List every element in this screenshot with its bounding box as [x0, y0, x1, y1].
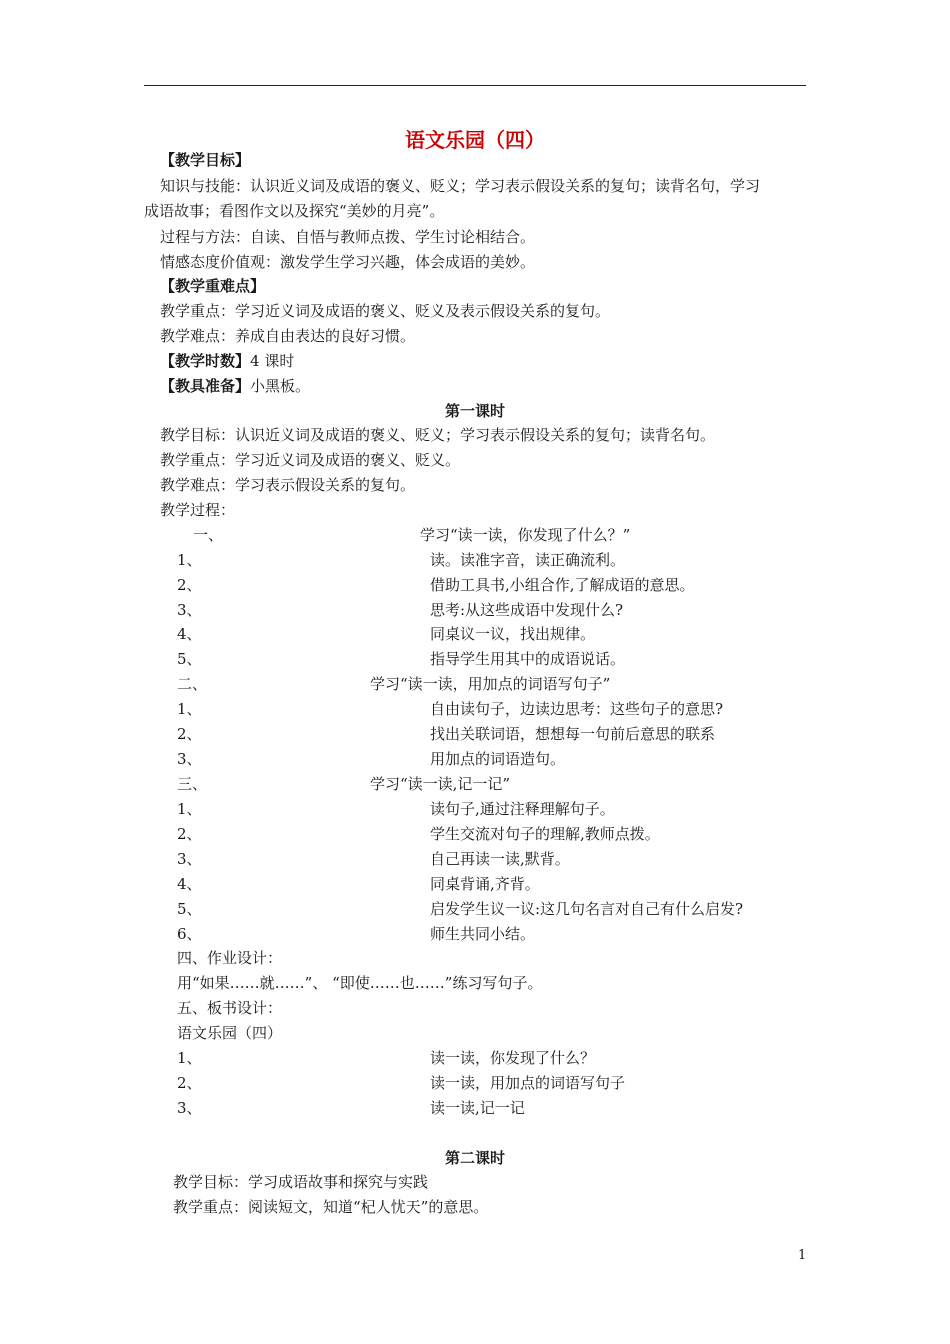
- list-item-text: 自己再读一读,默背。: [430, 850, 570, 868]
- goals-heading: 【教学目标】: [160, 151, 251, 169]
- list-item-number: 3、: [177, 750, 202, 768]
- list-item-text: 自由读句子，边读边思考：这些句子的意思?: [430, 700, 724, 718]
- lesson1-goal: 教学目标：认识近义词及成语的褒义、贬义；学习表示假设关系的复句；读背名句。: [160, 426, 716, 444]
- section-1-number: 一、: [193, 526, 224, 544]
- tools-label: 【教具准备】: [160, 377, 251, 395]
- list-item-number: 1、: [177, 800, 202, 818]
- list-item-text: 指导学生用其中的成语说话。: [430, 650, 626, 668]
- list-item-text: 师生共同小结。: [430, 925, 536, 943]
- list-item-text: 找出关联词语，想想每一句前后意思的联系: [430, 725, 716, 743]
- list-item-text: 读。读准字音，读正确流利。: [430, 551, 626, 569]
- section-2-number: 二、: [177, 675, 208, 693]
- list-item-number: 1、: [177, 700, 202, 718]
- list-item-number: 6、: [177, 925, 202, 943]
- goal-emotion: 情感态度价值观：激发学生学习兴趣，体会成语的美妙。: [160, 253, 536, 271]
- goal-knowledge-line-1: 知识与技能：认识近义词及成语的褒义、贬义；学习表示假设关系的复句；读背名句，学习: [160, 177, 761, 195]
- list-item-number: 1、: [177, 1049, 202, 1067]
- difficult-point: 教学难点：养成自由表达的良好习惯。: [160, 327, 416, 345]
- list-item-number: 5、: [177, 900, 202, 918]
- header-rule: [144, 85, 806, 86]
- list-item-number: 4、: [177, 875, 202, 893]
- list-item-text: 读句子,通过注释理解句子。: [430, 800, 615, 818]
- list-item-text: 学生交流对句子的理解,教师点拨。: [430, 825, 660, 843]
- list-item-text: 启发学生议一议:这几句名言对自己有什么启发?: [430, 900, 744, 918]
- lesson1-key: 教学重点：学习近义词及成语的褒义、贬义。: [160, 451, 461, 469]
- list-item-number: 2、: [177, 825, 202, 843]
- section-5-title: 五、板书设计：: [177, 999, 283, 1017]
- list-item-number: 3、: [177, 1099, 202, 1117]
- section-1-title: 学习“读一读，你发现了什么？”: [420, 526, 631, 544]
- teaching-hours: [160, 351, 294, 371]
- board-design-title: 语文乐园（四）: [177, 1024, 283, 1042]
- list-item-number: 5、: [177, 650, 202, 668]
- section-3-number: 三、: [177, 775, 208, 793]
- list-item-number: 3、: [177, 601, 202, 619]
- list-item-text: 读一读，你发现了什么？: [430, 1049, 596, 1067]
- key-heading: 【教学重难点】: [160, 277, 266, 295]
- lesson2-heading: 第二课时: [444, 1149, 505, 1167]
- key-point: 教学重点：学习近义词及成语的褒义、贬义及表示假设关系的复句。: [160, 302, 611, 320]
- page-title: 语文乐园（四）: [405, 128, 545, 152]
- list-item-number: 2、: [177, 725, 202, 743]
- lesson2-key: 教学重点：阅读短文，知道“杞人忧天”的意思。: [173, 1198, 489, 1216]
- section-4-body: 用“如果……就……”、 “即使……也……”练习写句子。: [177, 974, 543, 992]
- list-item-number: 4、: [177, 625, 202, 643]
- list-item-number: 3、: [177, 850, 202, 868]
- list-item-number: 1、: [177, 551, 202, 569]
- section-2-title: 学习“读一读，用加点的词语写句子”: [370, 675, 611, 693]
- section-3-title: 学习“读一读,记一记”: [370, 775, 511, 793]
- lesson1-heading: 第一课时: [444, 402, 505, 420]
- tools-value: 小黑板。: [250, 377, 311, 395]
- section-4-title: 四、作业设计：: [177, 949, 283, 967]
- teaching-tools: [160, 376, 310, 396]
- list-item-text: 借助工具书,小组合作,了解成语的意思。: [430, 576, 695, 594]
- list-item-text: 读一读，用加点的词语写句子: [430, 1074, 626, 1092]
- goal-process: 过程与方法：自读、自悟与教师点拨、学生讨论相结合。: [160, 228, 536, 246]
- list-item-text: 读一读,记一记: [430, 1099, 525, 1117]
- list-item-text: 思考:从这些成语中发现什么?: [430, 601, 624, 619]
- list-item-text: 同桌议一议，找出规律。: [430, 625, 596, 643]
- list-item-text: 同桌背诵,齐背。: [430, 875, 540, 893]
- lesson2-goal: 教学目标：学习成语故事和探究与实践: [173, 1173, 429, 1191]
- list-item-number: 2、: [177, 576, 202, 594]
- hours-value: 4 课时: [250, 352, 295, 370]
- lesson1-difficult: 教学难点：学习表示假设关系的复句。: [160, 476, 416, 494]
- lesson1-process: 教学过程：: [160, 501, 236, 519]
- list-item-number: 2、: [177, 1074, 202, 1092]
- goal-knowledge-line-2: 成语故事；看图作文以及探究“美妙的月亮”。: [144, 202, 445, 220]
- list-item-text: 用加点的词语造句。: [430, 750, 566, 768]
- hours-label: 【教学时数】: [160, 352, 251, 370]
- page-number: 1: [798, 1248, 807, 1263]
